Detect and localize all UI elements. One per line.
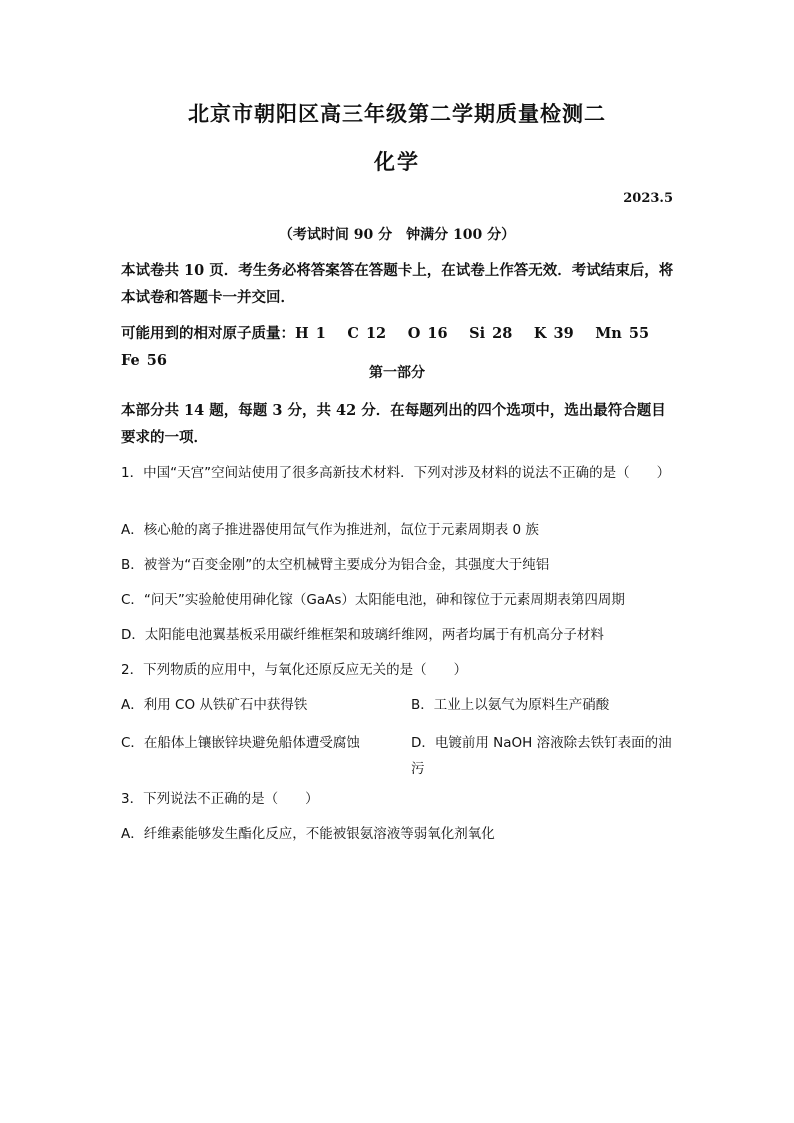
exam-title: 北京市朝阳区高三年级第二学期质量检测二 — [188, 101, 606, 126]
exam-date: 2023.5 — [623, 191, 673, 206]
exam-time-score: （考试时间 90 分 钟满分 100 分） — [278, 227, 516, 243]
question-2-option-c: C．在船体上镶嵌锌块避免船体遭受腐蚀 — [121, 735, 360, 751]
exam-notice: 本试卷共 10 页．考生务必将答案答在答题卡上，在试卷上作答无效．考试结束后，将本试卷和答题卡一并交回． — [121, 262, 674, 306]
part-instructions: 本部分共 14 题，每题 3 分，共 42 分．在每题列出的四个选项中，选出最符合题目要求的一项． — [121, 402, 666, 446]
question-1-option-b: B．被誉为“百变金刚”的太空机械臂主要成分为铝合金，其强度大于纯铝 — [121, 557, 550, 573]
question-2-option-d: D．电镀前用 NaOH 溶液除去铁钉表面的油污 — [411, 735, 672, 777]
part-heading: 第一部分 — [369, 365, 425, 381]
question-1-option-d: D．太阳能电池翼基板采用碳纤维框架和玻璃纤维网，两者均属于有机高分子材料 — [121, 627, 604, 643]
question-2-stem: 2．下列物质的应用中，与氧化还原反应无关的是（ ） — [121, 662, 468, 678]
question-2-options-row-1 — [121, 692, 677, 718]
question-1-option-c: C．“问天”实验舱使用砷化镓（GaAs）太阳能电池，砷和镓位于元素周期表第四周期 — [121, 592, 625, 608]
question-1-option-a: A．核心舱的离子推进器使用氙气作为推进剂，氙位于元素周期表 0 族 — [121, 522, 539, 538]
question-2-option-b: B．工业上以氨气为原料生产硝酸 — [411, 697, 610, 713]
question-2-options-row-2 — [121, 730, 677, 782]
question-2-option-a: A．利用 CO 从铁矿石中获得铁 — [121, 697, 308, 713]
atomic-masses: 可能用到的相对原子质量：H 1 C 12 O 16 Si 28 K 39 Mn 55 Fe 56 — [121, 325, 671, 369]
question-3-stem: 3．下列说法不正确的是（ ） — [121, 791, 319, 807]
question-3-option-a: A．纤维素能够发生酯化反应，不能被银氨溶液等弱氧化剂氧化 — [121, 826, 495, 842]
question-1-stem: 1．中国“天宫”空间站使用了很多高新技术材料．下列对涉及材料的说法不正确的是（ ） — [121, 465, 671, 481]
exam-subject: 化学 — [374, 149, 420, 174]
